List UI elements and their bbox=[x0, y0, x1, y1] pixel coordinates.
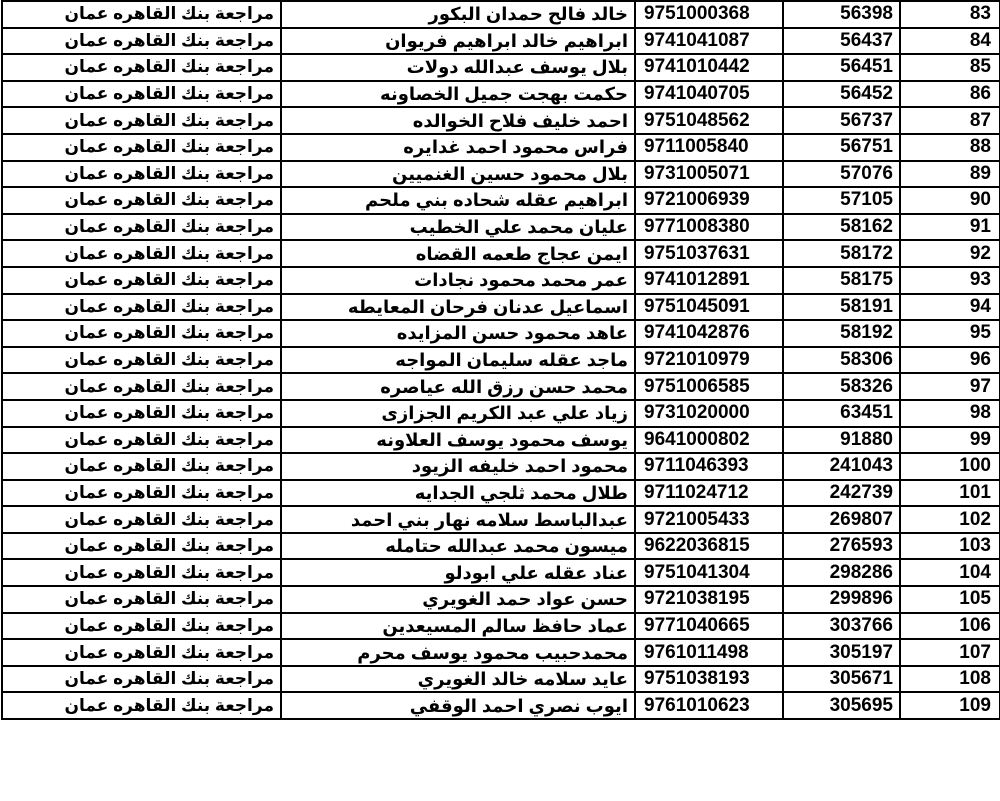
table-row bbox=[2, 400, 1000, 427]
remark-cell: مراجعة بنك القاهره عمان bbox=[2, 533, 281, 560]
national-id-cell: 9741040705 bbox=[635, 81, 783, 108]
table-row bbox=[2, 559, 1000, 586]
applicants-table bbox=[1, 0, 1000, 720]
remark-cell: مراجعة بنك القاهره عمان bbox=[2, 347, 281, 374]
table-row bbox=[2, 134, 1000, 161]
application-number-cell: 58306 bbox=[783, 347, 900, 374]
name-cell: ميسون محمد عبدالله حتامله bbox=[281, 533, 635, 560]
remark-cell: مراجعة بنك القاهره عمان bbox=[2, 559, 281, 586]
row-number-cell: 97 bbox=[900, 373, 1000, 400]
national-id-cell: 9731005071 bbox=[635, 161, 783, 188]
name-cell: خالد فالح حمدان البكور bbox=[281, 1, 635, 28]
name-cell: زياد علي عبد الكريم الجزازى bbox=[281, 400, 635, 427]
row-number-cell: 96 bbox=[900, 347, 1000, 374]
table-row bbox=[2, 427, 1000, 454]
remark-cell: مراجعة بنك القاهره عمان bbox=[2, 373, 281, 400]
remark-cell: مراجعة بنك القاهره عمان bbox=[2, 214, 281, 241]
application-number-cell: 242739 bbox=[783, 480, 900, 507]
remark-cell: مراجعة بنك القاهره عمان bbox=[2, 28, 281, 55]
application-number-cell: 56751 bbox=[783, 134, 900, 161]
row-number-cell: 105 bbox=[900, 586, 1000, 613]
remark-cell: مراجعة بنك القاهره عمان bbox=[2, 187, 281, 214]
national-id-cell: 9771040665 bbox=[635, 613, 783, 640]
name-cell: احمد خليف فلاح الخوالده bbox=[281, 107, 635, 134]
table-row bbox=[2, 347, 1000, 374]
application-number-cell: 58326 bbox=[783, 373, 900, 400]
table-row bbox=[2, 107, 1000, 134]
national-id-cell: 9731020000 bbox=[635, 400, 783, 427]
table-row bbox=[2, 187, 1000, 214]
table-row bbox=[2, 533, 1000, 560]
name-cell: طلال محمد ثلجي الجدايه bbox=[281, 480, 635, 507]
row-number-cell: 87 bbox=[900, 107, 1000, 134]
application-number-cell: 58192 bbox=[783, 320, 900, 347]
national-id-cell: 9721006939 bbox=[635, 187, 783, 214]
national-id-cell: 9711005840 bbox=[635, 134, 783, 161]
table-row bbox=[2, 373, 1000, 400]
remark-cell: مراجعة بنك القاهره عمان bbox=[2, 294, 281, 321]
row-number-cell: 88 bbox=[900, 134, 1000, 161]
row-number-cell: 86 bbox=[900, 81, 1000, 108]
application-number-cell: 276593 bbox=[783, 533, 900, 560]
name-cell: يوسف محمود يوسف العلاونه bbox=[281, 427, 635, 454]
application-number-cell: 241043 bbox=[783, 453, 900, 480]
table-row bbox=[2, 692, 1000, 719]
remark-cell: مراجعة بنك القاهره عمان bbox=[2, 613, 281, 640]
row-number-cell: 94 bbox=[900, 294, 1000, 321]
table-row bbox=[2, 240, 1000, 267]
name-cell: ابراهيم عقله شحاده بني ملحم bbox=[281, 187, 635, 214]
remark-cell: مراجعة بنك القاهره عمان bbox=[2, 54, 281, 81]
national-id-cell: 9741010442 bbox=[635, 54, 783, 81]
name-cell: عاهد محمود حسن المزايده bbox=[281, 320, 635, 347]
table-body bbox=[2, 1, 1000, 719]
remark-cell: مراجعة بنك القاهره عمان bbox=[2, 161, 281, 188]
row-number-cell: 85 bbox=[900, 54, 1000, 81]
remark-cell: مراجعة بنك القاهره عمان bbox=[2, 1, 281, 28]
national-id-cell: 9641000802 bbox=[635, 427, 783, 454]
row-number-cell: 84 bbox=[900, 28, 1000, 55]
row-number-cell: 109 bbox=[900, 692, 1000, 719]
application-number-cell: 57105 bbox=[783, 187, 900, 214]
national-id-cell: 9751045091 bbox=[635, 294, 783, 321]
remark-cell: مراجعة بنك القاهره عمان bbox=[2, 267, 281, 294]
national-id-cell: 9751041304 bbox=[635, 559, 783, 586]
row-number-cell: 92 bbox=[900, 240, 1000, 267]
application-number-cell: 305695 bbox=[783, 692, 900, 719]
table-row bbox=[2, 267, 1000, 294]
national-id-cell: 9761010623 bbox=[635, 692, 783, 719]
application-number-cell: 58175 bbox=[783, 267, 900, 294]
national-id-cell: 9751038193 bbox=[635, 666, 783, 693]
application-number-cell: 58162 bbox=[783, 214, 900, 241]
application-number-cell: 57076 bbox=[783, 161, 900, 188]
row-number-cell: 98 bbox=[900, 400, 1000, 427]
table-row bbox=[2, 613, 1000, 640]
application-number-cell: 58191 bbox=[783, 294, 900, 321]
table-row bbox=[2, 480, 1000, 507]
national-id-cell: 9721010979 bbox=[635, 347, 783, 374]
national-id-cell: 9761011498 bbox=[635, 639, 783, 666]
row-number-cell: 101 bbox=[900, 480, 1000, 507]
row-number-cell: 89 bbox=[900, 161, 1000, 188]
table-row bbox=[2, 214, 1000, 241]
name-cell: حكمت بهجت جميل الخصاونه bbox=[281, 81, 635, 108]
remark-cell: مراجعة بنك القاهره عمان bbox=[2, 506, 281, 533]
row-number-cell: 99 bbox=[900, 427, 1000, 454]
name-cell: عمر محمد محمود نجادات bbox=[281, 267, 635, 294]
application-number-cell: 56737 bbox=[783, 107, 900, 134]
application-number-cell: 269807 bbox=[783, 506, 900, 533]
national-id-cell: 9741042876 bbox=[635, 320, 783, 347]
national-id-cell: 9751048562 bbox=[635, 107, 783, 134]
name-cell: محمود احمد خليفه الزيود bbox=[281, 453, 635, 480]
national-id-cell: 9751037631 bbox=[635, 240, 783, 267]
national-id-cell: 9751000368 bbox=[635, 1, 783, 28]
national-id-cell: 9711046393 bbox=[635, 453, 783, 480]
remark-cell: مراجعة بنك القاهره عمان bbox=[2, 107, 281, 134]
application-number-cell: 56398 bbox=[783, 1, 900, 28]
application-number-cell: 305671 bbox=[783, 666, 900, 693]
table-row bbox=[2, 506, 1000, 533]
application-number-cell: 91880 bbox=[783, 427, 900, 454]
name-cell: محمد حسن رزق الله عياصره bbox=[281, 373, 635, 400]
name-cell: حسن عواد حمد الغويري bbox=[281, 586, 635, 613]
table-row bbox=[2, 320, 1000, 347]
name-cell: عناد عقله علي ابودلو bbox=[281, 559, 635, 586]
name-cell: ايمن عجاج طعمه القضاه bbox=[281, 240, 635, 267]
national-id-cell: 9721038195 bbox=[635, 586, 783, 613]
application-number-cell: 58172 bbox=[783, 240, 900, 267]
name-cell: ايوب نصري احمد الوقفي bbox=[281, 692, 635, 719]
remark-cell: مراجعة بنك القاهره عمان bbox=[2, 666, 281, 693]
remark-cell: مراجعة بنك القاهره عمان bbox=[2, 240, 281, 267]
application-number-cell: 56452 bbox=[783, 81, 900, 108]
table-row bbox=[2, 28, 1000, 55]
remark-cell: مراجعة بنك القاهره عمان bbox=[2, 427, 281, 454]
row-number-cell: 91 bbox=[900, 214, 1000, 241]
row-number-cell: 103 bbox=[900, 533, 1000, 560]
row-number-cell: 102 bbox=[900, 506, 1000, 533]
table-row bbox=[2, 639, 1000, 666]
row-number-cell: 83 bbox=[900, 1, 1000, 28]
national-id-cell: 9771008380 bbox=[635, 214, 783, 241]
row-number-cell: 95 bbox=[900, 320, 1000, 347]
row-number-cell: 93 bbox=[900, 267, 1000, 294]
application-number-cell: 303766 bbox=[783, 613, 900, 640]
name-cell: بلال محمود حسين الغنميين bbox=[281, 161, 635, 188]
name-cell: عايد سلامه خالد الغويري bbox=[281, 666, 635, 693]
table-row bbox=[2, 81, 1000, 108]
name-cell: عماد حافظ سالم المسيعدين bbox=[281, 613, 635, 640]
remark-cell: مراجعة بنك القاهره عمان bbox=[2, 692, 281, 719]
row-number-cell: 107 bbox=[900, 639, 1000, 666]
national-id-cell: 9721005433 bbox=[635, 506, 783, 533]
table-row bbox=[2, 54, 1000, 81]
national-id-cell: 9622036815 bbox=[635, 533, 783, 560]
name-cell: محمدحبيب محمود يوسف محرم bbox=[281, 639, 635, 666]
national-id-cell: 9741041087 bbox=[635, 28, 783, 55]
name-cell: عبدالباسط سلامه نهار بني احمد bbox=[281, 506, 635, 533]
remark-cell: مراجعة بنك القاهره عمان bbox=[2, 320, 281, 347]
name-cell: ماجد عقله سليمان المواجه bbox=[281, 347, 635, 374]
table-row bbox=[2, 1, 1000, 28]
remark-cell: مراجعة بنك القاهره عمان bbox=[2, 586, 281, 613]
name-cell: فراس محمود احمد غدايره bbox=[281, 134, 635, 161]
application-number-cell: 56437 bbox=[783, 28, 900, 55]
remark-cell: مراجعة بنك القاهره عمان bbox=[2, 480, 281, 507]
row-number-cell: 104 bbox=[900, 559, 1000, 586]
name-cell: بلال يوسف عبدالله دولات bbox=[281, 54, 635, 81]
remark-cell: مراجعة بنك القاهره عمان bbox=[2, 453, 281, 480]
remark-cell: مراجعة بنك القاهره عمان bbox=[2, 400, 281, 427]
national-id-cell: 9751006585 bbox=[635, 373, 783, 400]
remark-cell: مراجعة بنك القاهره عمان bbox=[2, 639, 281, 666]
application-number-cell: 305197 bbox=[783, 639, 900, 666]
row-number-cell: 100 bbox=[900, 453, 1000, 480]
table-row bbox=[2, 161, 1000, 188]
application-number-cell: 63451 bbox=[783, 400, 900, 427]
name-cell: ابراهيم خالد ابراهيم فريوان bbox=[281, 28, 635, 55]
application-number-cell: 56451 bbox=[783, 54, 900, 81]
table-row bbox=[2, 586, 1000, 613]
remark-cell: مراجعة بنك القاهره عمان bbox=[2, 134, 281, 161]
row-number-cell: 90 bbox=[900, 187, 1000, 214]
table-row bbox=[2, 666, 1000, 693]
remark-cell: مراجعة بنك القاهره عمان bbox=[2, 81, 281, 108]
row-number-cell: 106 bbox=[900, 613, 1000, 640]
application-number-cell: 299896 bbox=[783, 586, 900, 613]
national-id-cell: 9741012891 bbox=[635, 267, 783, 294]
name-cell: عليان محمد علي الخطيب bbox=[281, 214, 635, 241]
name-cell: اسماعيل عدنان فرحان المعايطه bbox=[281, 294, 635, 321]
application-number-cell: 298286 bbox=[783, 559, 900, 586]
table-row bbox=[2, 294, 1000, 321]
national-id-cell: 9711024712 bbox=[635, 480, 783, 507]
table-row bbox=[2, 453, 1000, 480]
row-number-cell: 108 bbox=[900, 666, 1000, 693]
